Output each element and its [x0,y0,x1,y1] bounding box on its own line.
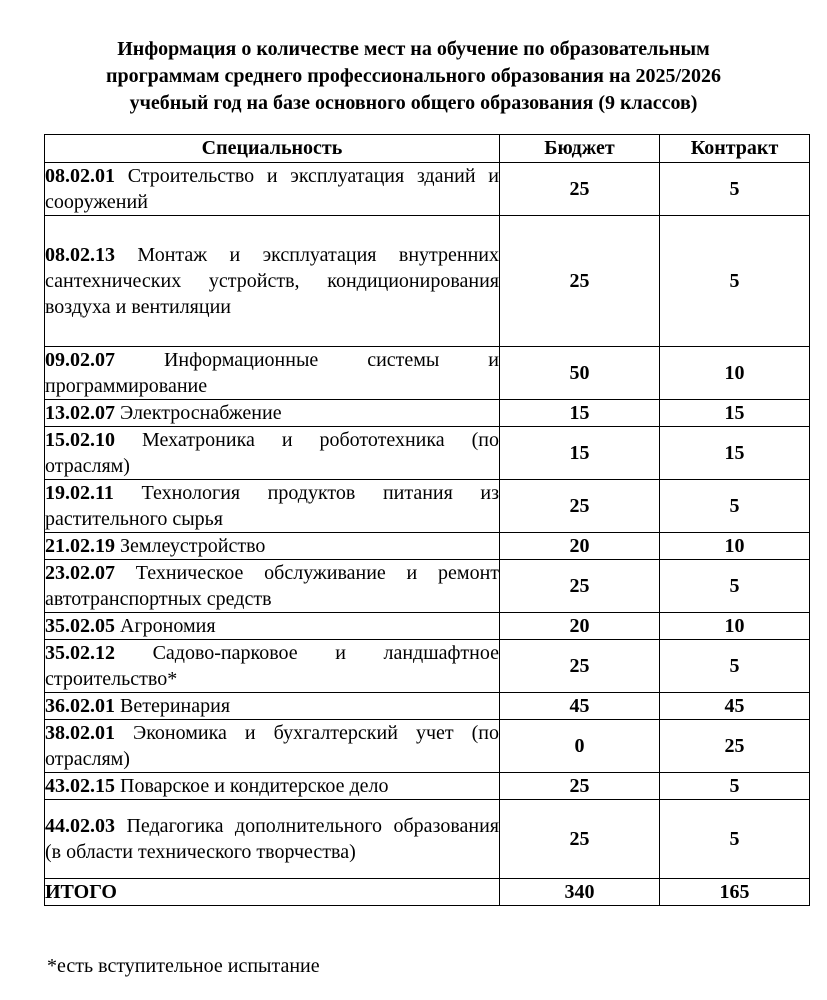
specialty-cell [45,773,500,800]
specialty-name: Поварское и кондитерское дело [120,775,389,797]
contract-cell: 10 [660,347,810,400]
header-specialty: Специальность [45,135,500,163]
specialty-cell [45,800,500,879]
specialty-name: Монтаж и эксплуатация внутренних сантехнических устройств, кондиционирования воздуха и вентиляции [45,244,500,318]
specialty-cell [45,163,500,216]
specialty-name: Экономика и бухгалтерский учет (по отраслям) [45,722,500,770]
specialty-code: 35.02.12 [45,642,115,664]
contract-cell: 10 [660,613,810,640]
specialty-name: Ветеринария [120,695,231,717]
table-row [45,560,810,613]
budget-cell: 45 [500,693,660,720]
table-row [45,163,810,216]
specialty-code: 08.02.13 [45,244,115,266]
title-line: программам среднего профессионального образования на 2025/2026 [105,65,722,87]
budget-cell: 25 [500,163,660,216]
title-line: Информация о количестве мест на обучение по образовательным [117,38,710,60]
specialty-code: 44.02.03 [45,815,115,837]
budget-cell: 15 [500,427,660,480]
specialty-cell [45,640,500,693]
specialty-cell [45,720,500,773]
specialty-cell [45,613,500,640]
budget-cell: 25 [500,480,660,533]
specialty-cell [45,480,500,533]
specialty-code: 13.02.07 [45,402,115,424]
budget-cell: 20 [500,533,660,560]
table-row [45,427,810,480]
table-row [45,400,810,427]
header-contract: Контракт [660,135,810,163]
contract-cell: 15 [660,427,810,480]
specialty-name: Садово-парковое и ландшафтное строительство* [45,642,499,690]
budget-cell: 25 [500,640,660,693]
specialty-cell [45,560,500,613]
contract-cell: 10 [660,533,810,560]
contract-cell: 5 [660,773,810,800]
budget-cell: 15 [500,400,660,427]
table-row [45,533,810,560]
specialty-name: Мехатроника и робототехника (по отраслям) [45,429,500,477]
specialty-code: 43.02.15 [45,775,115,797]
contract-cell: 15 [660,400,810,427]
specialty-name: Землеустройство [120,535,266,557]
table-row [45,216,810,347]
specialty-name: Агрономия [120,615,216,637]
specialty-code: 38.02.01 [45,722,115,744]
specialty-name: Техническое обслуживание и ремонт автотранспортных средств [45,562,500,610]
specialty-code: 15.02.10 [45,429,115,451]
budget-cell: 25 [500,773,660,800]
contract-cell: 5 [660,560,810,613]
specialty-code: 36.02.01 [45,695,115,717]
specialty-name: Информационные системы и программирование [45,349,499,397]
budget-cell: 50 [500,347,660,400]
specialty-cell [45,693,500,720]
budget-cell: 25 [500,560,660,613]
budget-cell: 25 [500,800,660,879]
specialty-name: Педагогика дополнительного образования (в области технического творчества) [45,815,499,863]
specialty-cell [45,216,500,347]
table-row [45,800,810,879]
table-row [45,613,810,640]
table-row [45,347,810,400]
title-line: учебный год на базе основного общего образования (9 классов) [129,92,698,114]
contract-cell: 5 [660,480,810,533]
contract-cell: 5 [660,640,810,693]
budget-cell: 25 [500,216,660,347]
specialty-cell [45,533,500,560]
table-row [45,640,810,693]
specialty-code: 35.02.05 [45,615,115,637]
specialty-code: 23.02.07 [45,562,115,584]
specialty-name: Технология продуктов питания из растительного сырья [45,482,500,530]
specialty-cell [45,427,500,480]
specialty-code: 19.02.11 [45,482,114,504]
specialty-code: 09.02.07 [45,349,115,371]
specialty-code: 08.02.01 [45,165,115,187]
places-table [44,134,810,906]
contract-cell: 5 [660,800,810,879]
total-contract: 165 [660,879,810,906]
specialty-name: Строительство и эксплуатация зданий и сооружений [45,165,499,213]
total-row [45,879,810,906]
budget-cell: 0 [500,720,660,773]
document-title [40,36,787,117]
table-header-row [45,135,810,163]
table-row [45,773,810,800]
specialty-name: Электроснабжение [120,402,282,424]
contract-cell: 5 [660,216,810,347]
contract-cell: 5 [660,163,810,216]
contract-cell: 45 [660,693,810,720]
contract-cell: 25 [660,720,810,773]
specialty-cell [45,347,500,400]
total-budget: 340 [500,879,660,906]
table-row [45,480,810,533]
table-row [45,720,810,773]
total-label: ИТОГО [45,879,500,906]
specialty-cell [45,400,500,427]
footnote: *есть вступительное испытание [47,955,320,977]
specialty-code: 21.02.19 [45,535,115,557]
budget-cell: 20 [500,613,660,640]
header-budget: Бюджет [500,135,660,163]
table-row [45,693,810,720]
